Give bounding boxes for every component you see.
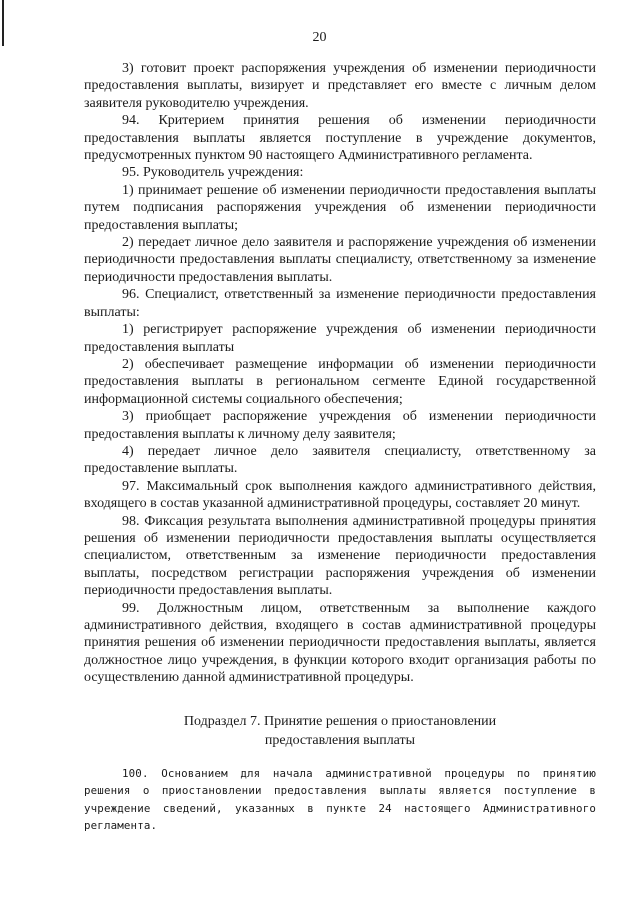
- paragraph-93-item-3: 3) готовит проект распоряжения учреждения об изменении периодичности предоставления выплаты, визирует и представляет его вместе с личным делом заявителя руководителю учреждения.: [84, 61, 596, 111]
- paragraph-95: 95. Руководитель учреждения:: [122, 165, 304, 181]
- page-number: 20: [312, 30, 327, 45]
- paragraph-96: 96. Специалист, ответственный за изменение периодичности предоставления выплаты:: [84, 287, 596, 320]
- paragraph-95-item-1: 1) принимает решение об изменении периодичности предоставления выплаты путем подписания распоряжения учреждения об изменении периодичности предоставления выплаты;: [84, 182, 596, 233]
- document-body-continued: [84, 765, 596, 835]
- paragraph-96-item-2: 2) обеспечивает размещение информации об изменении периодичности предоставления выплаты в региональном сегменте Единой государственной информационной системы социального обеспечения;: [84, 356, 596, 407]
- paragraph-99: 99. Должностным лицом, ответственным за выполнение каждого административного действия, входящего в состав административной процедуры принятия решения об изменении периодичности предоставления выплаты, является должностное лицо учреждения, в функции которого входит организация работы по осуществлению данной административной процедуры.: [84, 600, 596, 686]
- subsection-heading: [84, 712, 596, 750]
- paragraph-97: 97. Максимальный срок выполнения каждого административного действия, входящего в состав указанной административной процедуры, составляет 20 минут.: [84, 478, 596, 512]
- paragraph-100: 100. Основанием для начала административной процедуры по принятию решения о приостановлении предоставления выплаты является поступление в учреждение сведений, указанных в пункте 24 настоящего Административного регламента.: [84, 767, 596, 833]
- document-body: [84, 60, 596, 687]
- paragraph-96-item-3: 3) приобщает распоряжение учреждения об изменении периодичности предоставления выплаты к личному делу заявителя;: [84, 409, 596, 442]
- paragraph-94: 94. Критерием принятия решения об изменении периодичности предоставления выплаты является поступление в учреждение документов, предусмотренных пунктом 90 настоящего Административного регламента.: [84, 113, 596, 164]
- subsection-heading-line-1: Подраздел 7. Принятие решения о приостановлении: [183, 714, 497, 729]
- subsection-heading-line-2: предоставления выплаты: [264, 733, 416, 748]
- paragraph-96-item-4: 4) передает личное дело заявителя специалисту, ответственному за предоставление выплаты.: [84, 443, 596, 477]
- paragraph-98: 98. Фиксация результата выполнения административной процедуры принятия решения об изменении периодичности предоставления выплаты осуществляется специалистом, ответственным за изменение периодичности предоставления выплаты, посредством регистрации распоряжения учреждения об изменении периодичности предоставления выплаты.: [84, 513, 596, 599]
- paragraph-95-item-2: 2) передает личное дело заявителя и распоряжение учреждения об изменении периодичности предоставления выплаты специалисту, ответственному за изменение периодичности предоставления выплаты.: [84, 235, 596, 285]
- paragraph-96-item-1: 1) регистрирует распоряжение учреждения об изменении периодичности предоставления выплаты: [84, 322, 596, 355]
